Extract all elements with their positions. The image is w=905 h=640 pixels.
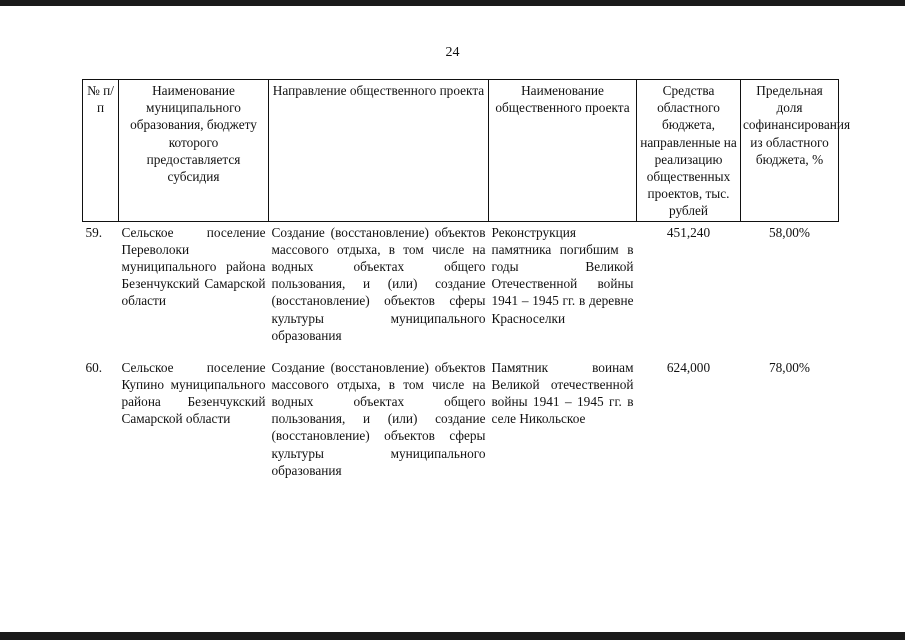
share-cell: 78,00% bbox=[769, 359, 810, 375]
scan-edge-bottom bbox=[0, 632, 905, 640]
funds-cell: 451,240 bbox=[666, 224, 711, 240]
row-number: 60. bbox=[85, 359, 103, 375]
direction-cell: Создание (восстановление) объектов массового отдыха, в том числе на водных объектах общего пользования, и (или) создание (восстановление) объектов сферы культуры муниципального образования bbox=[271, 359, 486, 478]
scan-edge-top bbox=[0, 0, 905, 6]
subsidy-table bbox=[82, 79, 851, 479]
table-body bbox=[83, 221, 839, 479]
funds-cell: 624,000 bbox=[666, 359, 711, 375]
header-project: Наименование общественного проекта bbox=[489, 80, 637, 222]
header-row bbox=[83, 80, 839, 222]
project-cell: Памятник воинам Великой отечественной войны 1941 – 1945 гг. в селе Никольское bbox=[491, 359, 634, 427]
header-funds: Средства областного бюджета, направленные на реализацию общественных проектов, тыс. рублей bbox=[637, 80, 741, 222]
page-number: 24 bbox=[445, 45, 460, 60]
table-row bbox=[83, 357, 839, 479]
header-number: № п/п bbox=[83, 80, 119, 222]
municipality-cell: Сельское поселение Купино муниципального района Безенчукский Самарской области bbox=[121, 359, 266, 427]
project-cell: Реконструкция памятника погибшим в годы Великой Отечественной войны 1941 – 1945 гг. в деревне Красноселки bbox=[491, 224, 634, 326]
row-number: 59. bbox=[85, 224, 103, 240]
header-municipality: Наименование муниципального образования, бюджету которого предоставляется субсидия bbox=[119, 80, 269, 222]
header-direction: Направление общественного проекта bbox=[269, 80, 489, 222]
share-cell: 58,00% bbox=[769, 224, 810, 240]
table-row bbox=[83, 221, 839, 357]
table-header bbox=[83, 80, 851, 222]
municipality-cell: Сельское поселение Переволоки муниципального района Безенчукский Самарской области bbox=[121, 224, 266, 309]
direction-cell: Создание (восстановление) объектов массового отдыха, в том числе на водных объектах общего пользования, и (или) создание (восстановление) объектов сферы культуры муниципального образования bbox=[271, 224, 486, 343]
header-share: Предельная доля софинансирования из областного бюджета, % bbox=[741, 80, 839, 222]
